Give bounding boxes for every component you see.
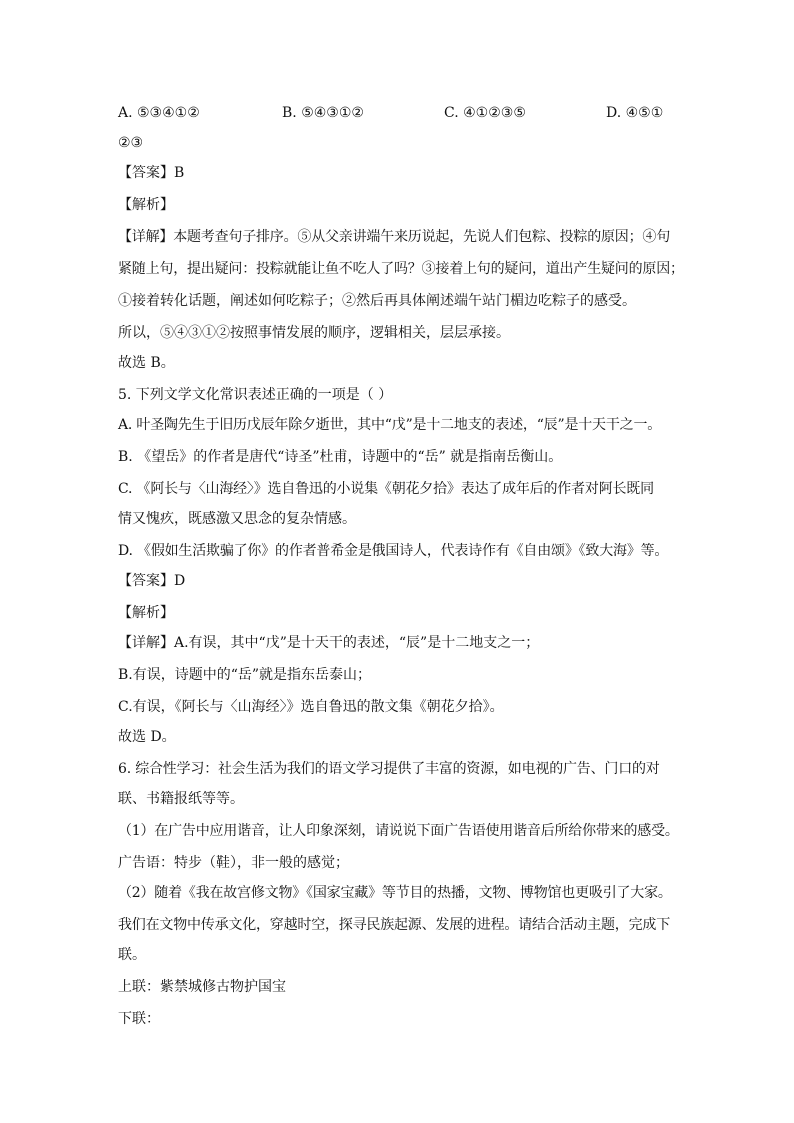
q6-subquestion-2-line-1: （2）随着《我在故宫修文物》《国家宝藏》等节目的热播，文物、博物馆也更吸引了大家。: [118, 885, 672, 901]
q5-detail-line-3: C.有误，《阿长与〈山海经〉》选自鲁迅的散文集《朝花夕拾》。: [118, 699, 504, 715]
q4-option-b: B. ⑤④③①②: [282, 105, 364, 121]
q5-option-a: A. 叶圣陶先生于旧历戊辰年除夕逝世，其中“戊”是十二地支的表述，“辰”是十天干之一。: [118, 417, 662, 433]
q5-detail-line-2: B.有误，诗题中的“岳”就是指东岳泰山；: [118, 667, 372, 683]
q5-stem: 5. 下列文学文化常识表述正确的一项是（ ）: [118, 387, 393, 403]
q6-subquestion-2-line-3: 联。: [118, 947, 146, 963]
q6-upper-couplet: 上联：紫禁城修古物护国宝: [118, 979, 286, 995]
q4-option-d: D. ④⑤①: [606, 105, 664, 121]
q4-answer: 【答案】B: [118, 165, 185, 181]
q6-subquestion-1: （1）在广告中应用谐音，让人印象深刻，请说说下面广告语使用谐音后所给你带来的感受。: [118, 823, 679, 839]
q5-detail-line-1: 【详解】A.有误，其中“戊”是十天干的表述，“辰”是十二地支之一；: [118, 635, 540, 651]
q6-stem-line-1: 6. 综合性学习：社会生活为我们的语文学习提供了丰富的资源，如电视的广告、门口的对: [118, 761, 660, 777]
q4-analysis-heading: 【解析】: [118, 197, 174, 213]
q4-option-d-continued: ②③: [118, 135, 144, 151]
q5-option-b: B. 《望岳》的作者是唐代“诗圣”杜甫，诗题中的“岳” 就是指南岳衡山。: [118, 449, 563, 465]
q5-answer: 【答案】D: [118, 573, 186, 589]
q5-option-c-line-2: 情又愧疚，既感激又思念的复杂情感。: [118, 511, 356, 527]
q5-analysis-heading: 【解析】: [118, 605, 174, 621]
q4-option-c: C. ④①②③⑤: [444, 105, 526, 121]
q6-ad-slogan: 广告语：特步（鞋），非一般的感觉；: [118, 855, 349, 871]
q4-detail-line-4: 所以，⑤④③①②按照事情发展的顺序，逻辑相关，层层承接。: [118, 325, 510, 341]
q6-lower-couplet: 下联：: [118, 1011, 160, 1027]
q4-detail-line-3: ①接着转化话题，阐述如何吃粽子；②然后再具体阐述端午站门楣边吃粽子的感受。: [118, 293, 636, 309]
q6-subquestion-2-line-2: 我们在文物中传承文化，穿越时空，探寻民族起源、发展的进程。请结合活动主题，完成下: [118, 917, 670, 933]
q6-stem-line-2: 联、书籍报纸等等。: [118, 791, 244, 807]
q4-detail-line-2: 紧随上句，提出疑问：投粽就能让鱼不吃人了吗？③接着上句的疑问，道出产生疑问的原因；: [118, 261, 684, 277]
q5-conclusion: 故选 D。: [118, 729, 176, 745]
q4-detail-line-1: 【详解】本题考查句子排序。⑤从父亲讲端午来历说起，先说人们包粽、投粽的原因；④句: [118, 229, 670, 245]
q5-option-c-line-1: C. 《阿长与〈山海经〉》选自鲁迅的小说集《朝花夕拾》表达了成年后的作者对阿长既同: [118, 481, 654, 497]
q4-option-a: A. ⑤③④①②: [118, 105, 200, 121]
q5-option-d: D. 《假如生活欺骗了你》的作者普希金是俄国诗人，代表诗作有《自由颂》《致大海》等。: [118, 543, 669, 559]
q4-conclusion: 故选 B。: [118, 355, 175, 371]
